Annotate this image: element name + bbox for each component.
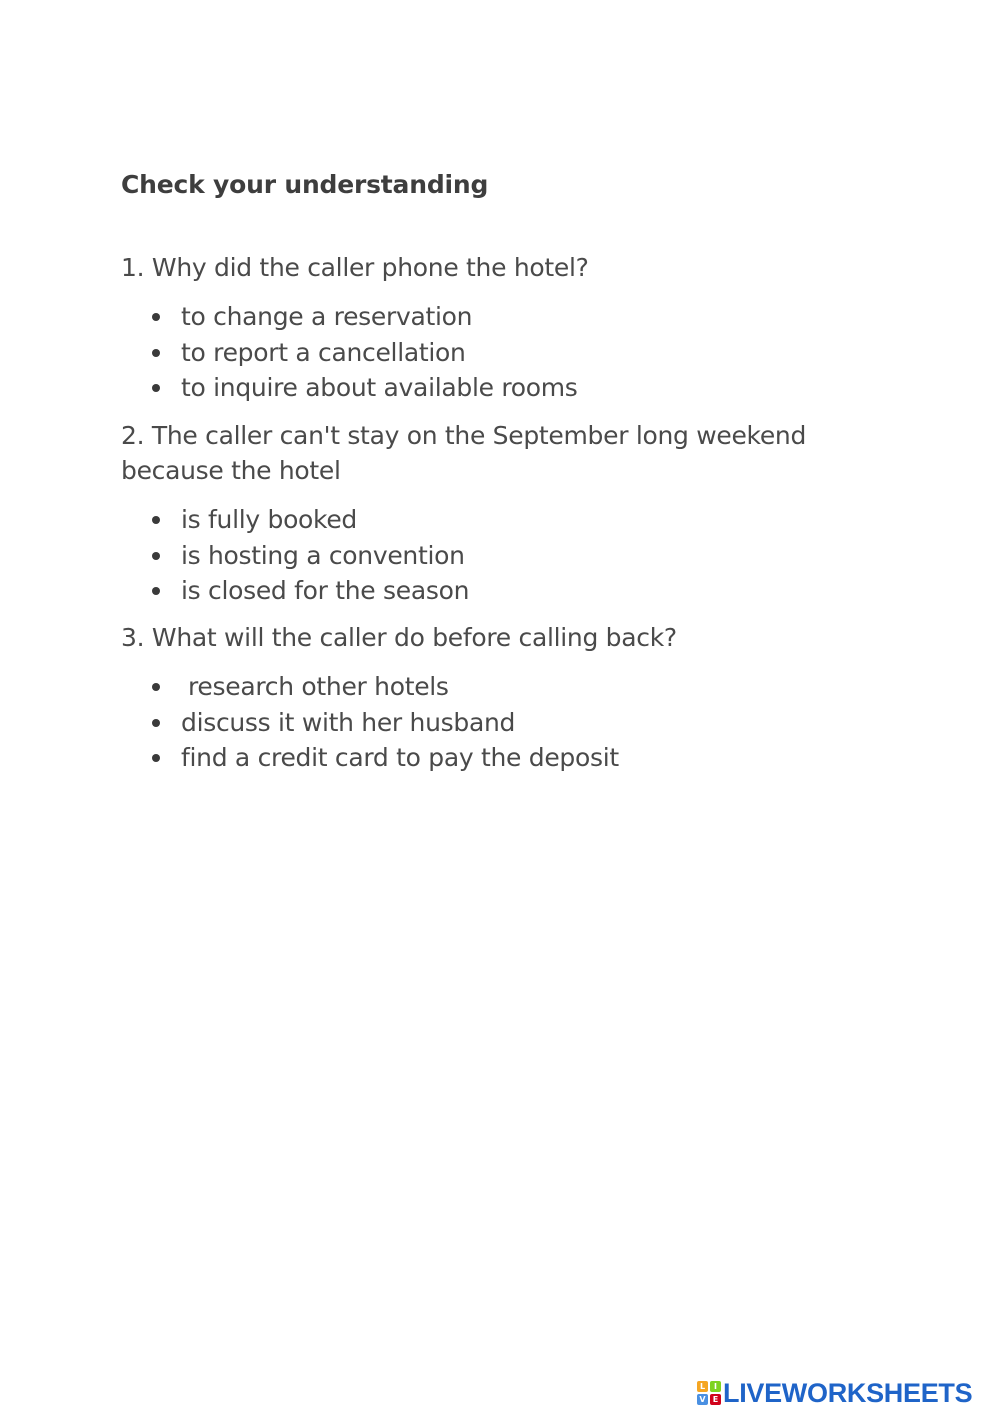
question-2-options xyxy=(0,502,469,609)
question-1: 1. Why did the caller phone the hotel? xyxy=(121,253,589,282)
bullet-icon xyxy=(152,683,160,691)
logo-cell: E xyxy=(710,1394,721,1405)
option-label: is hosting a convention xyxy=(181,540,465,570)
option-label: research other hotels xyxy=(188,672,449,701)
option-item[interactable] xyxy=(0,299,578,335)
liveworksheets-logo-icon xyxy=(697,1381,721,1405)
watermark-text: LIVEWORKSHEETS xyxy=(723,1377,973,1408)
option-item[interactable] xyxy=(0,502,469,538)
question-1-options xyxy=(0,299,578,406)
option-label: find a credit card to pay the deposit xyxy=(181,743,619,772)
option-item[interactable] xyxy=(0,669,619,705)
bullet-icon xyxy=(152,313,160,321)
option-label: discuss it with her husband xyxy=(181,707,516,737)
bullet-icon xyxy=(152,384,160,392)
page-title: Check your understanding xyxy=(121,170,489,199)
option-item[interactable] xyxy=(0,740,619,776)
question-2: 2. The caller can't stay on the September long weekend because the hotel xyxy=(121,421,807,485)
bullet-icon xyxy=(152,754,160,762)
option-label: is fully booked xyxy=(181,505,357,534)
bullet-icon xyxy=(152,587,160,595)
option-label: to change a reservation xyxy=(181,302,473,331)
bullet-icon xyxy=(152,516,160,524)
option-label: is closed for the season xyxy=(181,576,470,605)
bullet-icon xyxy=(152,719,160,727)
option-item[interactable] xyxy=(0,705,619,741)
liveworksheets-watermark xyxy=(697,1376,972,1410)
option-item[interactable] xyxy=(0,538,469,574)
bullet-icon xyxy=(152,552,160,560)
logo-cell: I xyxy=(710,1381,721,1392)
logo-cell: V xyxy=(697,1394,708,1405)
option-label: to inquire about available rooms xyxy=(181,373,578,402)
option-label: to report a cancellation xyxy=(181,337,466,367)
option-item[interactable] xyxy=(0,370,578,406)
bullet-icon xyxy=(152,349,160,357)
question-3-options xyxy=(0,669,619,776)
option-item[interactable] xyxy=(0,573,469,609)
option-item[interactable] xyxy=(0,335,578,371)
logo-cell: L xyxy=(697,1381,708,1392)
question-3: 3. What will the caller do before calling back? xyxy=(121,623,677,652)
